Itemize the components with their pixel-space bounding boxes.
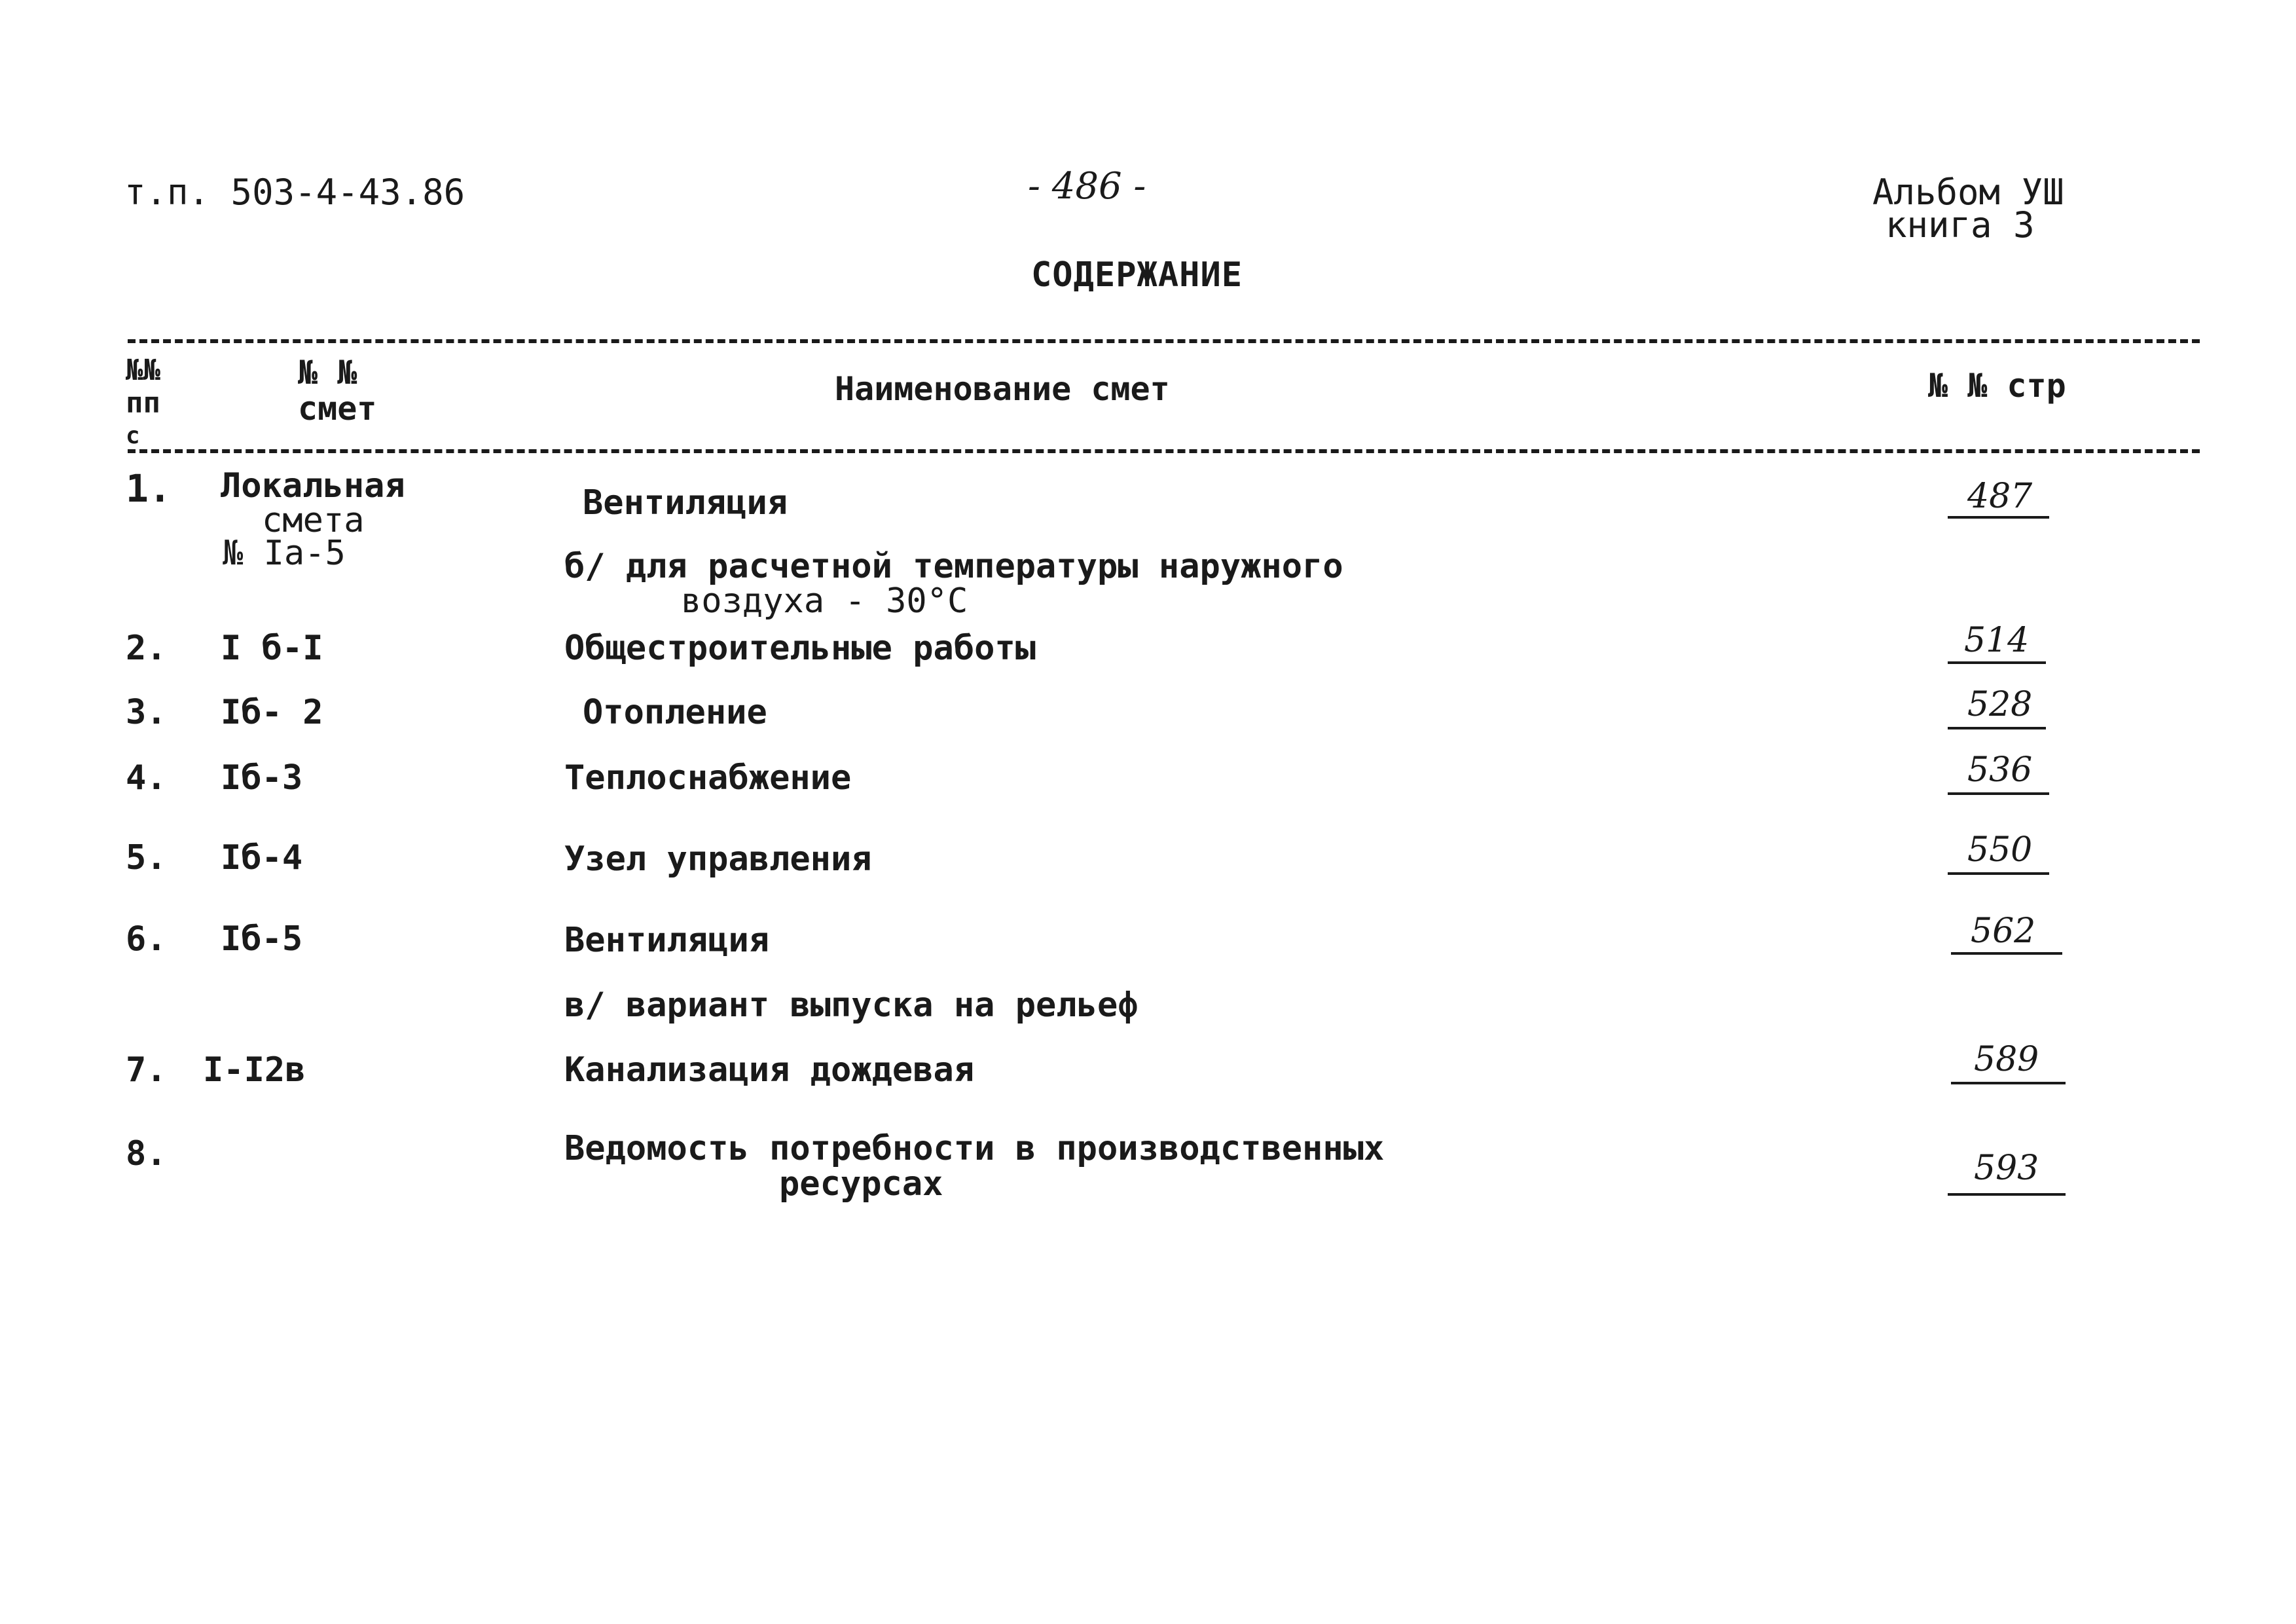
row-1-estimate-line2: смета xyxy=(262,501,365,540)
row-6-page-underline xyxy=(1951,952,2062,955)
row-2-page-underline xyxy=(1948,661,2046,664)
table-top-rule xyxy=(128,339,2200,343)
row-2-number: 2. xyxy=(126,629,167,668)
row-5-estimate: Iб-4 xyxy=(221,838,303,877)
row-6-page: 562 xyxy=(1971,912,2036,951)
row-5-name: Узел управления xyxy=(564,840,872,879)
row-2-name: Общестроительные работы xyxy=(564,629,1036,668)
row-3-estimate: Iб- 2 xyxy=(221,693,323,732)
row-5-page-underline xyxy=(1948,872,2049,875)
album-label: Альбом УШ xyxy=(1872,172,2064,213)
row-5-number: 5. xyxy=(126,838,167,877)
row-8-page-underline xyxy=(1948,1193,2066,1196)
row-1-note-line2: воздуха - 30°С xyxy=(681,581,968,621)
page-number: - 486 - xyxy=(1028,165,1146,208)
row-8-page: 593 xyxy=(1974,1149,2039,1188)
row-4-page: 536 xyxy=(1967,750,2033,790)
col-header-num-line2: пп xyxy=(126,386,160,420)
col-header-estimate-line1: № № xyxy=(298,354,357,392)
row-6-estimate: Iб-5 xyxy=(221,919,303,959)
row-7-page-underline xyxy=(1951,1082,2066,1084)
page-title: СОДЕРЖАНИЕ xyxy=(1031,255,1243,295)
row-8-name-line1: Ведомость потребности в производственных xyxy=(564,1129,1385,1168)
row-7-number: 7. xyxy=(126,1050,167,1090)
book-label: книга 3 xyxy=(1886,204,2035,246)
row-6-name: Вентиляция xyxy=(564,921,770,960)
row-1-number: 1. xyxy=(126,466,172,511)
row-7-estimate: I-I2в xyxy=(203,1050,306,1090)
row-3-page: 528 xyxy=(1967,685,2033,724)
col-header-estimate-line2: смет xyxy=(298,390,377,428)
table-header-rule xyxy=(128,449,2200,453)
row-2-page: 514 xyxy=(1964,621,2030,660)
col-header-num-line1: №№ xyxy=(126,354,160,387)
row-1-page: 487 xyxy=(1967,477,2033,516)
row-4-page-underline xyxy=(1948,792,2049,795)
row-7-page: 589 xyxy=(1974,1040,2039,1079)
row-5-page: 550 xyxy=(1967,830,2033,870)
row-3-page-underline xyxy=(1948,727,2046,729)
col-header-num-line3: с xyxy=(126,422,140,449)
col-header-name: Наименование смет xyxy=(835,370,1170,408)
row-1-note-line1: б/ для расчетной температуры наружного xyxy=(564,547,1343,586)
row-6-note: в/ вариант выпуска на рельеф xyxy=(564,986,1139,1025)
row-3-name: Отопление xyxy=(583,693,767,732)
row-8-name-line2: ресурсах xyxy=(779,1164,943,1204)
row-3-number: 3. xyxy=(126,693,167,732)
row-1-estimate-line3: № Iа-5 xyxy=(223,534,346,573)
row-2-estimate: I б-I xyxy=(221,629,323,668)
row-4-number: 4. xyxy=(126,758,167,798)
row-7-name: Канализация дождевая xyxy=(564,1050,975,1090)
row-1-page-underline xyxy=(1948,516,2049,519)
row-1-name: Вентиляция xyxy=(583,483,788,523)
row-4-name: Теплоснабжение xyxy=(564,758,852,798)
row-6-number: 6. xyxy=(126,919,167,959)
row-1-estimate-line1: Локальная xyxy=(221,466,405,506)
document-code: т.п. 503-4-43.86 xyxy=(124,172,465,213)
row-8-number: 8. xyxy=(126,1134,167,1173)
col-header-page: № № стр xyxy=(1928,367,2066,405)
row-4-estimate: Iб-3 xyxy=(221,758,303,798)
